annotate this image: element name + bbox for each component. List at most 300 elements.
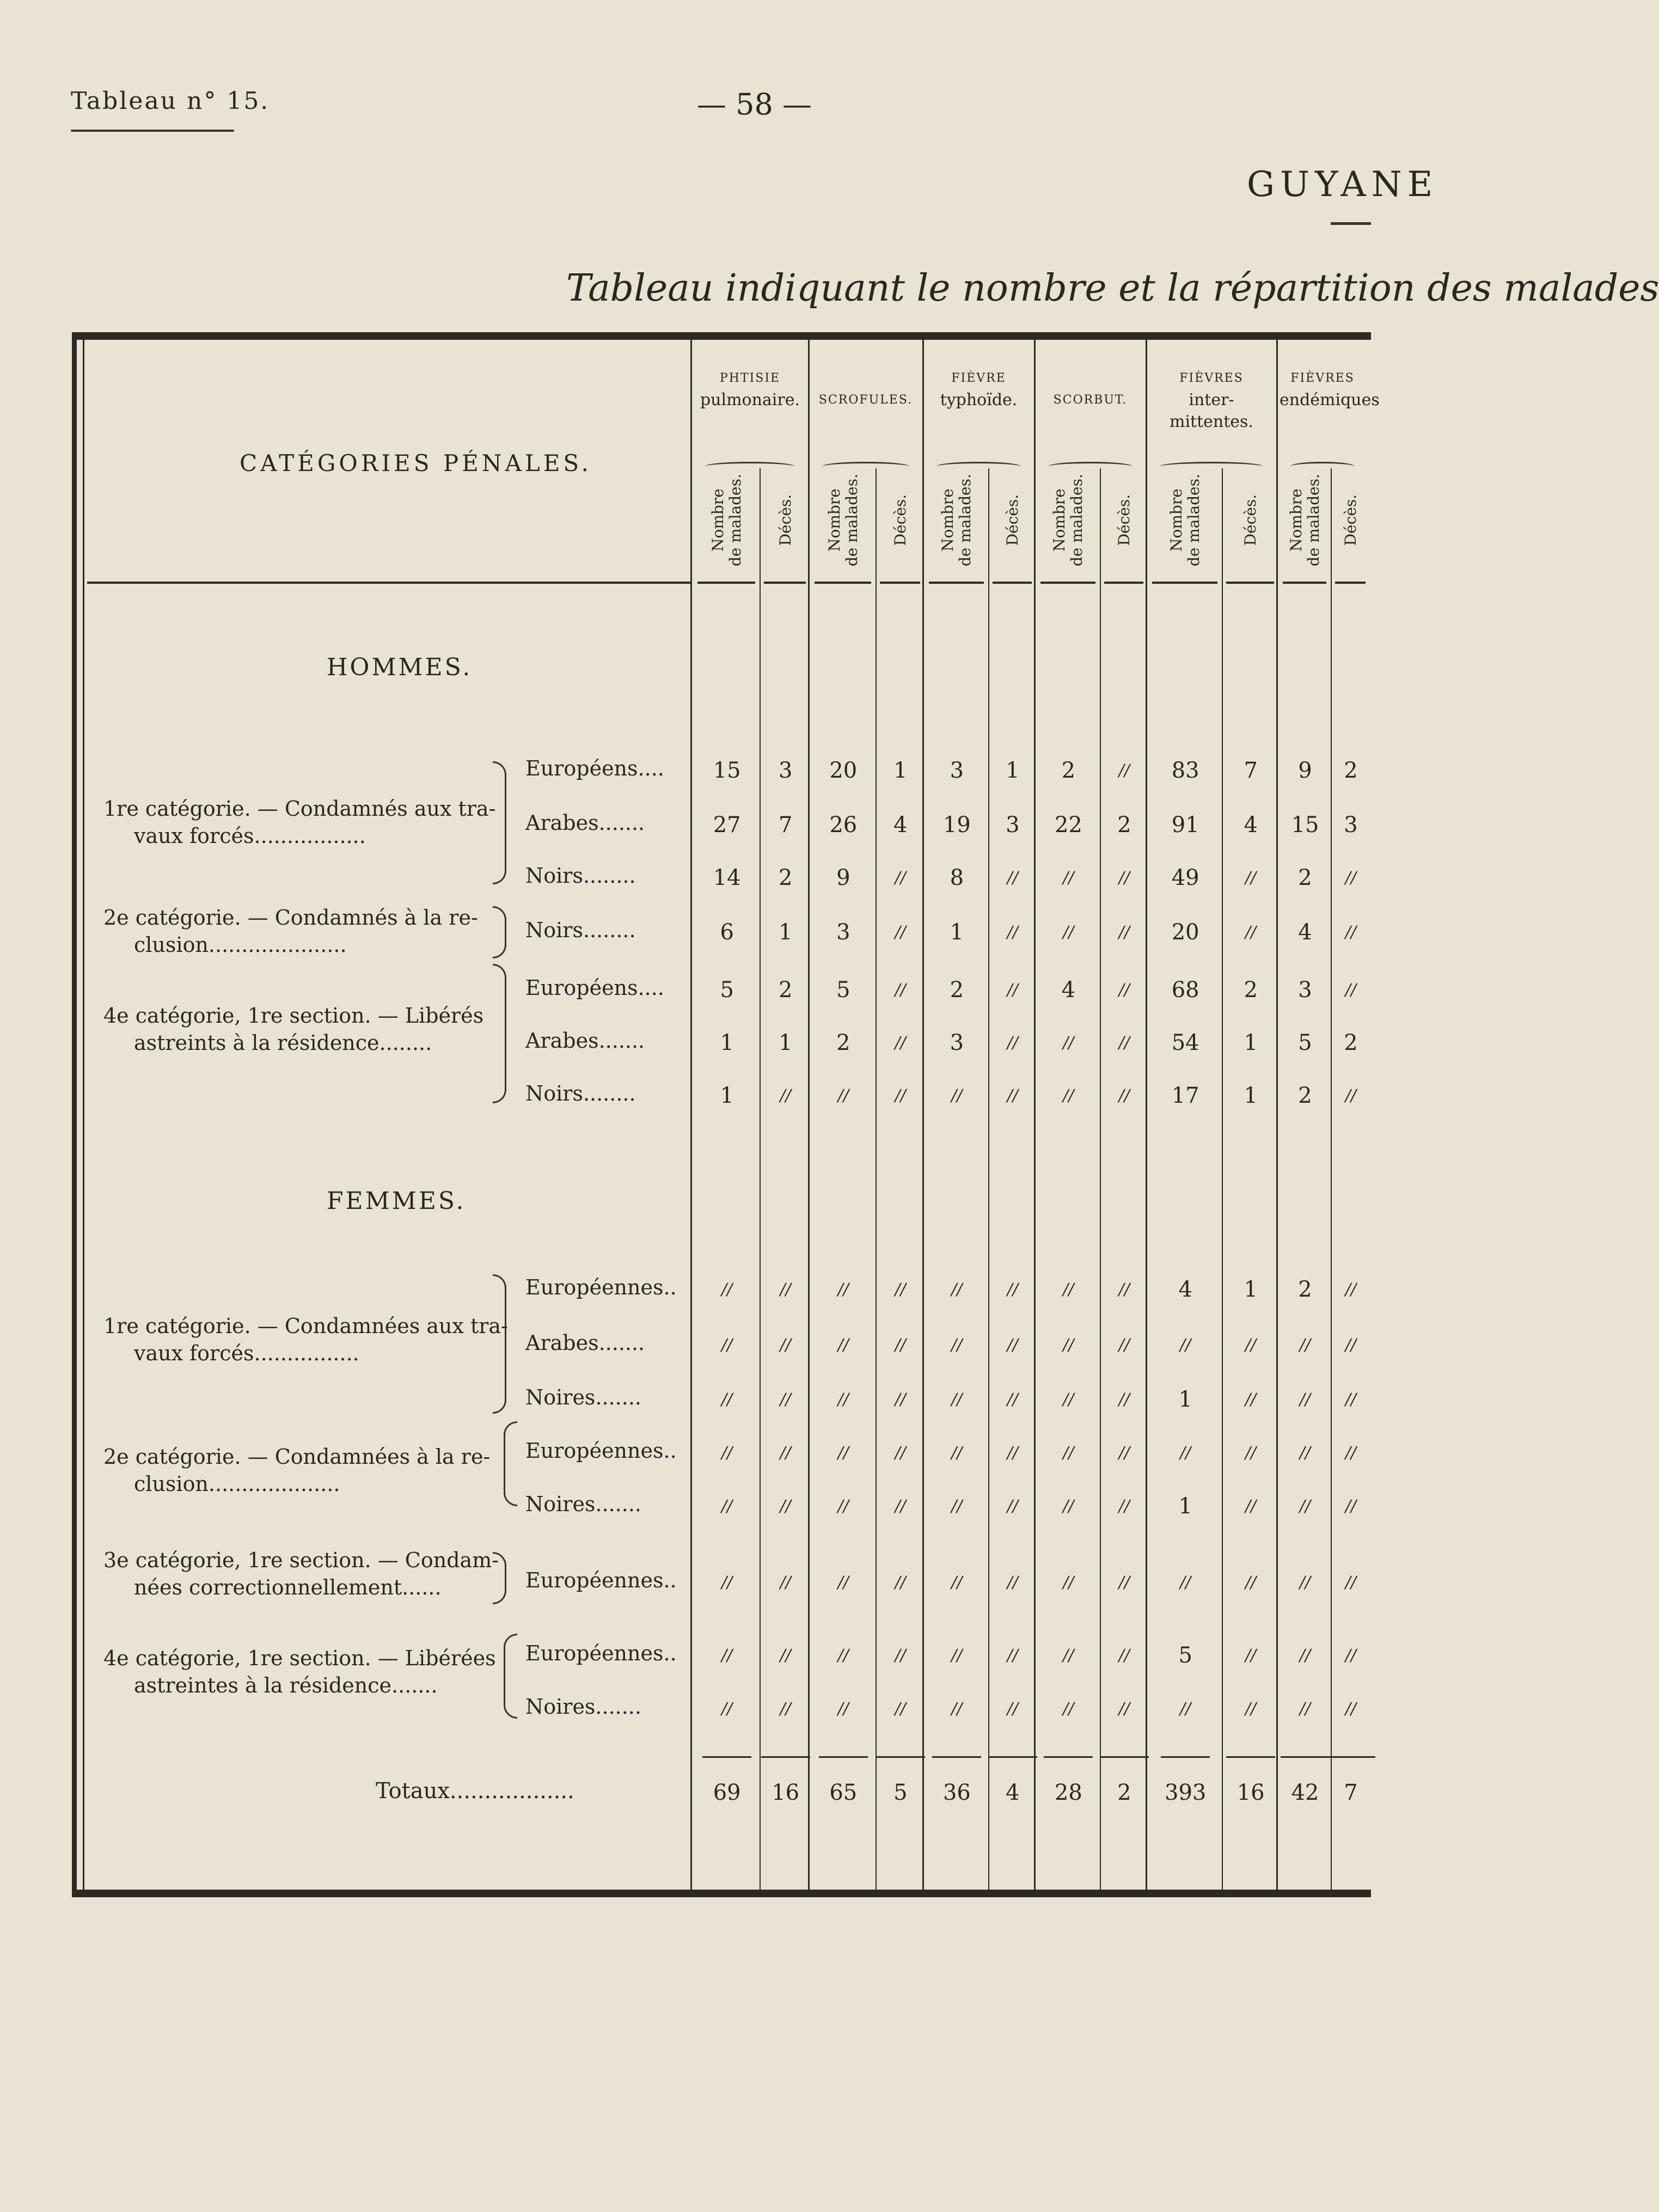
table-cell: // — [1245, 1646, 1257, 1665]
totals-cell: 16 — [1236, 1780, 1265, 1805]
table-cell: // — [1118, 980, 1130, 1000]
table-cell: // — [1118, 1390, 1130, 1409]
table-cell: // — [1063, 1443, 1074, 1463]
page-number: — 58 — — [697, 87, 812, 121]
table-cell: // — [1007, 1646, 1018, 1665]
disease-name: FIÈVRES — [1290, 371, 1355, 385]
table-cell: // — [1245, 1699, 1257, 1719]
table-cell: // — [1007, 1573, 1018, 1592]
disease-name-cont: typhoïde. — [940, 390, 1018, 410]
table-cell: 49 — [1171, 865, 1199, 890]
category-line: clusion.................... — [134, 1472, 340, 1496]
totals-cell: 16 — [772, 1780, 800, 1805]
totals-rule — [1044, 1756, 1093, 1758]
label-line: Nombre — [939, 488, 957, 552]
deaths-label: Décès. — [1003, 494, 1021, 546]
totals-cell: 69 — [713, 1780, 741, 1805]
table-cell: 2 — [1117, 812, 1131, 838]
category-line: 2e catégorie. — Condamnés à la re- — [103, 906, 478, 930]
label-line: Nombre — [709, 488, 727, 552]
table-cell: // — [721, 1335, 733, 1355]
table-cell: // — [1299, 1335, 1311, 1355]
totals-cell: 42 — [1291, 1780, 1319, 1805]
table-cell: 1 — [720, 1030, 734, 1055]
table-cell: // — [837, 1086, 849, 1105]
totals-cell: 36 — [942, 1780, 971, 1805]
table-cell: // — [1063, 1573, 1074, 1592]
table-cell: 4 — [1178, 1277, 1192, 1302]
header-divider — [929, 582, 984, 584]
category-brace — [504, 1421, 517, 1506]
table-cell: // — [1245, 868, 1257, 888]
table-cell: // — [837, 1699, 849, 1719]
table-cell: // — [895, 868, 906, 888]
header-brace — [1290, 462, 1355, 471]
header-divider — [815, 582, 871, 584]
table-cell: // — [837, 1280, 849, 1299]
table-cell: // — [951, 1443, 963, 1463]
totals-rule — [819, 1756, 868, 1758]
category-line: vaux forcés................ — [134, 1341, 359, 1365]
column-divider — [1146, 340, 1147, 1890]
table-cell: // — [1007, 922, 1018, 942]
table-cell: 1 — [1244, 1083, 1258, 1108]
disease-header — [1280, 368, 1380, 411]
totals-cell: 7 — [1344, 1780, 1358, 1805]
category-line: astreints à la résidence........ — [134, 1031, 432, 1055]
disease-header — [694, 368, 806, 411]
table-cell: // — [895, 1646, 906, 1665]
table-cell: // — [1299, 1496, 1311, 1516]
label-line: Nombre — [825, 488, 843, 552]
number-of-sick-label — [826, 474, 861, 566]
table-cell: 20 — [1171, 920, 1199, 945]
label-line: de malades. — [1185, 473, 1203, 567]
table-cell: // — [951, 1699, 963, 1719]
category-brace — [493, 906, 506, 958]
table-cell: 9 — [1298, 758, 1312, 783]
table-cell: // — [895, 1335, 906, 1355]
section-femmes: FEMMES. — [327, 1187, 466, 1215]
table-cell: 15 — [713, 758, 741, 783]
table-cell: // — [951, 1086, 963, 1105]
header-divider — [1283, 582, 1326, 584]
table-cell: // — [895, 1496, 906, 1516]
category-line: 4e catégorie, 1re section. — Libérés — [103, 1004, 484, 1028]
table-cell: 2 — [778, 865, 793, 890]
femmes-category-1 — [103, 1312, 508, 1367]
disease-name-cont: endémiques — [1280, 390, 1380, 410]
region-underline — [1331, 222, 1371, 225]
table-cell: // — [1063, 922, 1074, 942]
left-border — [72, 332, 77, 1897]
table-cell: 15 — [1291, 812, 1319, 838]
category-brace — [493, 1274, 506, 1414]
table-cell: // — [837, 1443, 849, 1463]
header-divider — [1104, 582, 1143, 584]
table-cell: // — [1245, 1335, 1257, 1355]
column-divider — [922, 340, 924, 1890]
disease-name: PHTISIE — [719, 371, 781, 385]
table-cell: 7 — [1244, 758, 1258, 783]
table-cell: 22 — [1054, 812, 1082, 838]
header-brace — [1160, 462, 1263, 471]
table-cell: // — [1299, 1646, 1311, 1665]
femmes-category-3 — [103, 1547, 499, 1601]
label-line: de malades. — [842, 473, 861, 567]
table-cell: // — [1345, 1573, 1357, 1592]
deaths-label: Décès. — [1342, 494, 1360, 546]
table-cell: 5 — [836, 977, 850, 1003]
table-cell: // — [1007, 1699, 1018, 1719]
table-cell: 2 — [1344, 1030, 1358, 1055]
table-cell: // — [1245, 922, 1257, 942]
table-cell: // — [721, 1699, 733, 1719]
table-cell: 1 — [778, 1030, 793, 1055]
section-hommes: HOMMES. — [327, 653, 473, 681]
subcolumn-divider — [1100, 468, 1101, 1890]
deaths-label: Décès. — [776, 494, 794, 546]
row-label: Européennes.. — [525, 1439, 677, 1463]
table-cell: // — [1345, 980, 1357, 1000]
row-label: Arabes....... — [525, 1029, 645, 1053]
table-cell: 3 — [950, 1030, 964, 1055]
hommes-category-2 — [103, 904, 478, 958]
table-cell: // — [1118, 1699, 1130, 1719]
table-cell: // — [780, 1280, 791, 1299]
table-cell: // — [1007, 1335, 1018, 1355]
totals-rule — [1326, 1756, 1375, 1758]
table-cell: // — [1245, 1443, 1257, 1463]
bottom-border — [72, 1890, 1371, 1897]
number-of-sick-label — [1051, 474, 1086, 566]
table-cell: // — [780, 1086, 791, 1105]
totals-rule — [1161, 1756, 1210, 1758]
table-cell: // — [780, 1573, 791, 1592]
table-cell: 5 — [1298, 1030, 1312, 1055]
table-cell: 17 — [1171, 1083, 1199, 1108]
table-cell: // — [1345, 1496, 1357, 1516]
totals-rule — [932, 1756, 981, 1758]
table-cell: // — [721, 1496, 733, 1516]
header-divider — [697, 582, 755, 584]
subcolumn-divider — [1222, 468, 1223, 1890]
category-brace — [493, 964, 506, 1103]
category-brace — [504, 1634, 517, 1719]
table-cell: 5 — [720, 977, 734, 1003]
label-line: de malades. — [1068, 473, 1086, 567]
table-cell: // — [1063, 1496, 1074, 1516]
table-cell: // — [895, 1086, 906, 1105]
table-cell: // — [1345, 1390, 1357, 1409]
row-label: Arabes....... — [525, 1331, 645, 1355]
row-label: Européens.... — [525, 756, 664, 780]
table-cell: // — [1007, 1390, 1018, 1409]
table-cell: // — [721, 1390, 733, 1409]
label-line: Nombre — [1050, 488, 1069, 552]
table-cell: // — [1118, 761, 1130, 780]
table-cell: // — [1245, 1573, 1257, 1592]
totals-rule — [988, 1756, 1037, 1758]
table-cell: 1 — [1006, 758, 1020, 783]
table-cell: 14 — [713, 865, 741, 890]
disease-header — [811, 389, 920, 411]
table-cell: // — [1345, 868, 1357, 888]
table-cell: // — [837, 1646, 849, 1665]
table-cell: 2 — [1344, 758, 1358, 783]
table-cell: 3 — [1006, 812, 1020, 838]
table-cell: 2 — [1298, 865, 1312, 890]
table-cell: // — [1345, 1699, 1357, 1719]
table-cell: // — [1118, 922, 1130, 942]
row-label: Noirs........ — [525, 1081, 636, 1105]
table-cell: // — [1063, 1646, 1074, 1665]
number-of-sick-label — [1168, 474, 1203, 566]
table-cell: 6 — [720, 920, 734, 945]
table-cell: // — [1063, 1280, 1074, 1299]
table-cell: 3 — [836, 920, 850, 945]
table-cell: // — [1180, 1573, 1191, 1592]
table-cell: 26 — [829, 812, 858, 838]
table-cell: // — [1063, 868, 1074, 888]
table-cell: // — [1007, 1086, 1018, 1105]
table-cell: // — [780, 1443, 791, 1463]
table-cell: // — [1118, 868, 1130, 888]
category-line: astreintes à la résidence....... — [134, 1673, 438, 1697]
table-cell: // — [1007, 1033, 1018, 1053]
table-cell: // — [1118, 1496, 1130, 1516]
category-line: 3e catégorie, 1re section. — Condam- — [103, 1548, 499, 1572]
table-cell: 3 — [1344, 812, 1358, 838]
hommes-category-3 — [103, 1002, 483, 1056]
top-border — [72, 332, 1371, 340]
totals-label: Totaux.................. — [376, 1779, 574, 1804]
row-label: Noirs........ — [525, 864, 636, 888]
table-cell: 8 — [950, 865, 964, 890]
header-brace — [1048, 462, 1132, 471]
table-cell: 1 — [1244, 1030, 1258, 1055]
table-cell: // — [721, 1646, 733, 1665]
totals-cell: 28 — [1054, 1780, 1082, 1805]
table-cell: // — [1245, 1390, 1257, 1409]
table-cell: 91 — [1171, 812, 1199, 838]
table-cell: // — [895, 1033, 906, 1053]
table-cell: // — [1118, 1646, 1130, 1665]
number-of-sick-label — [1288, 474, 1323, 566]
disease-name-cont: pulmonaire. — [700, 390, 800, 410]
table-cell: // — [1007, 1443, 1018, 1463]
table-cell: // — [895, 1573, 906, 1592]
table-cell: // — [1118, 1280, 1130, 1299]
row-label: Européennes.. — [525, 1568, 677, 1592]
row-label: Noires....... — [525, 1492, 641, 1516]
totals-cell: 393 — [1165, 1780, 1207, 1805]
table-cell: // — [780, 1699, 791, 1719]
femmes-category-4 — [103, 1645, 496, 1699]
row-label: Noirs........ — [525, 918, 636, 942]
subcolumn-divider — [1331, 468, 1332, 1890]
table-cell: 4 — [1061, 977, 1076, 1003]
disease-header — [1149, 368, 1274, 433]
table-cell: // — [1063, 1390, 1074, 1409]
hommes-category-1 — [103, 795, 495, 850]
label-line: de malades. — [726, 473, 745, 567]
table-cell: 5 — [1178, 1643, 1192, 1668]
header-divider — [993, 582, 1032, 584]
table-cell: // — [1345, 1335, 1357, 1355]
category-brace — [493, 761, 506, 884]
table-cell: // — [951, 1390, 963, 1409]
table-cell: 7 — [778, 812, 793, 838]
table-cell: // — [951, 1573, 963, 1592]
table-cell: // — [1007, 1280, 1018, 1299]
category-line: vaux forcés................. — [134, 824, 366, 848]
table-cell: // — [780, 1646, 791, 1665]
table-cell: // — [721, 1280, 733, 1299]
deaths-label: Décès. — [891, 494, 909, 546]
table-cell: // — [1345, 1443, 1357, 1463]
table-cell: // — [780, 1496, 791, 1516]
table-cell: // — [1299, 1699, 1311, 1719]
totals-rule — [761, 1756, 810, 1758]
table-cell: // — [1118, 1573, 1130, 1592]
table-cell: // — [1118, 1086, 1130, 1105]
label-line: de malades. — [956, 473, 975, 567]
totals-rule — [702, 1756, 751, 1758]
header-divider — [880, 582, 920, 584]
penal-categories-heading: CATÉGORIES PÉNALES. — [240, 450, 592, 476]
table-cell: 19 — [942, 812, 971, 838]
table-cell: 2 — [1244, 977, 1258, 1003]
table-cell: // — [780, 1335, 791, 1355]
number-of-sick-label — [939, 474, 974, 566]
table-cell: // — [895, 1280, 906, 1299]
table-cell: 2 — [1298, 1083, 1312, 1108]
table-cell: 2 — [1061, 758, 1076, 783]
row-label: Noires....... — [525, 1385, 641, 1409]
table-cell: // — [895, 1443, 906, 1463]
table-cell: 27 — [713, 812, 741, 838]
table-cell: // — [1118, 1443, 1130, 1463]
table-cell: // — [1063, 1086, 1074, 1105]
table-cell: // — [1345, 1086, 1357, 1105]
femmes-category-2 — [103, 1443, 490, 1498]
table-cell: // — [1118, 1033, 1130, 1053]
table-cell: 2 — [778, 977, 793, 1003]
table-title: Tableau indiquant le nombre et la répartition des malades — [566, 267, 1659, 310]
number-of-sick-label — [709, 474, 744, 566]
header-brace — [705, 462, 795, 471]
row-label: Noires....... — [525, 1695, 641, 1719]
table-cell: // — [1180, 1335, 1191, 1355]
label-line: de malades. — [1305, 473, 1323, 567]
disease-name: FIÈVRES — [1179, 371, 1244, 385]
header-divider — [1152, 582, 1217, 584]
table-cell: 2 — [1298, 1277, 1312, 1302]
header-divider — [1226, 582, 1274, 584]
table-cell: // — [951, 1646, 963, 1665]
column-divider-labels — [690, 340, 692, 1890]
table-cell: // — [1180, 1699, 1191, 1719]
table-cell: // — [1007, 868, 1018, 888]
table-cell: // — [1063, 1699, 1074, 1719]
table-cell: 1 — [1178, 1494, 1192, 1519]
column-divider — [1276, 340, 1278, 1890]
subcolumn-divider — [876, 468, 877, 1890]
totals-rule — [876, 1756, 925, 1758]
table-cell: // — [1180, 1443, 1191, 1463]
table-cell: // — [1299, 1390, 1311, 1409]
totals-rule — [1100, 1756, 1149, 1758]
table-cell: 3 — [950, 758, 964, 783]
table-cell: 1 — [720, 1083, 734, 1108]
header-divider — [764, 582, 806, 584]
totals-rule — [1281, 1756, 1330, 1758]
category-line: clusion..................... — [134, 933, 347, 957]
table-cell: // — [837, 1335, 849, 1355]
table-cell: 3 — [778, 758, 793, 783]
disease-name-cont: inter-mittentes. — [1170, 390, 1253, 431]
table-cell: // — [837, 1390, 849, 1409]
table-cell: 1 — [893, 758, 908, 783]
table-cell: // — [951, 1496, 963, 1516]
table-cell: 68 — [1171, 977, 1199, 1003]
table-cell: // — [837, 1496, 849, 1516]
table-cell: 83 — [1171, 758, 1199, 783]
totals-cell: 2 — [1117, 1780, 1131, 1805]
category-line: 1re catégorie. — Condamnés aux tra- — [103, 797, 496, 821]
column-divider — [1034, 340, 1036, 1890]
disease-header — [1037, 389, 1143, 411]
table-cell: 9 — [836, 865, 850, 890]
disease-header — [926, 368, 1032, 411]
left-border-inner — [83, 340, 84, 1890]
table-cell: // — [1345, 1646, 1357, 1665]
subcolumn-divider — [988, 468, 989, 1890]
table-cell: 3 — [1298, 977, 1312, 1003]
header-brace — [936, 462, 1021, 471]
table-cell: // — [1063, 1335, 1074, 1355]
table-cell: // — [1299, 1573, 1311, 1592]
disease-name: SCORBUT. — [1053, 393, 1128, 407]
table-cell: // — [895, 980, 906, 1000]
table-cell: 4 — [1298, 920, 1312, 945]
totals-rule — [1226, 1756, 1275, 1758]
label-line: Nombre — [1167, 488, 1186, 552]
table-cell: 54 — [1171, 1030, 1199, 1055]
header-divider — [87, 582, 690, 584]
table-cell: 2 — [836, 1030, 850, 1055]
table-cell: // — [837, 1573, 849, 1592]
category-line: 1re catégorie. — Condamnées aux tra- — [103, 1314, 508, 1338]
table-cell: // — [1118, 1335, 1130, 1355]
table-cell: // — [1245, 1496, 1257, 1516]
table-cell: 20 — [829, 758, 858, 783]
header-brace — [822, 462, 909, 471]
header-divider — [1040, 582, 1095, 584]
totals-cell: 4 — [1006, 1780, 1020, 1805]
table-cell: 1 — [1178, 1387, 1192, 1412]
table-cell: // — [1063, 1033, 1074, 1053]
deaths-label: Décès. — [1241, 494, 1260, 546]
table-cell: 4 — [893, 812, 908, 838]
row-label: Européennes.. — [525, 1641, 677, 1665]
table-cell: // — [895, 1390, 906, 1409]
totals-cell: 65 — [829, 1780, 858, 1805]
table-cell: 1 — [778, 920, 793, 945]
table-cell: // — [1007, 1496, 1018, 1516]
label-line: Nombre — [1287, 488, 1306, 552]
